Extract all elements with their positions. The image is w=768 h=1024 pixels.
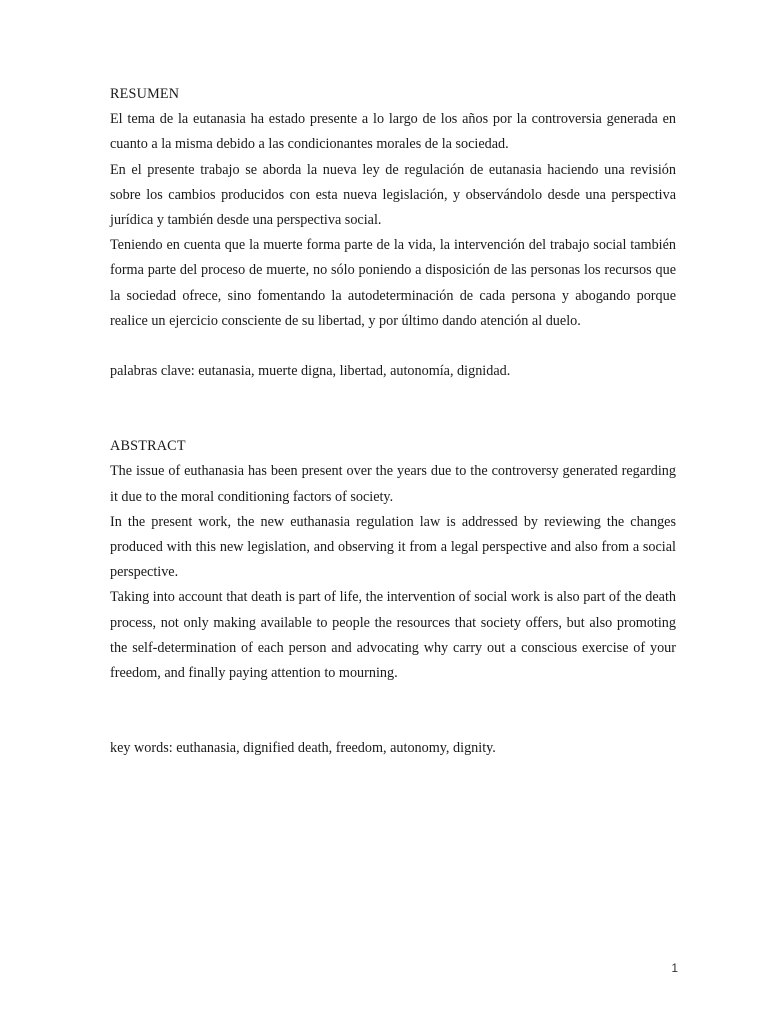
spacer [110, 334, 676, 359]
resumen-section [110, 82, 676, 384]
resumen-heading: RESUMEN [110, 86, 180, 102]
abstract-section [110, 434, 676, 761]
page-content [110, 82, 676, 761]
abstract-heading: ABSTRACT [110, 438, 186, 455]
resumen-keywords: palabras clave: eutanasia, muerte digna, libertad, autonomía, dignidad. [110, 363, 511, 380]
section-spacer [110, 384, 676, 434]
page-number: 1 [671, 961, 678, 975]
resumen-paragraph-2: En el presente trabajo se aborda la nueva ley de regulación de eutanasia haciendo una revisión sobre los cambios producidos con esta nueva legislación, y observándolo desde una perspectiva jurídica y también desde una perspectiva social. [110, 161, 676, 229]
abstract-keywords: key words: euthanasia, dignified death, freedom, autonomy, dignity. [110, 740, 496, 757]
resumen-paragraph-1: El tema de la eutanasia ha estado presente a lo largo de los años por la controversia generada en cuanto a la misma debido a las condicionantes morales de la sociedad. [110, 111, 676, 153]
spacer [110, 686, 676, 736]
abstract-paragraph-3: Taking into account that death is part of life, the intervention of social work is also part of the death process, not only making available to people the resources that society offers, but also promoting the self-determination of each person and advocating why carry out a conscious exercise of your freedom, and finally paying attention to mourning. [110, 589, 676, 682]
abstract-paragraph-2: In the present work, the new euthanasia regulation law is addressed by reviewing the changes produced with this new legislation, and observing it from a legal perspective and also from a social perspective. [110, 513, 676, 581]
resumen-paragraph-3: Teniendo en cuenta que la muerte forma parte de la vida, la intervención del trabajo social también forma parte del proceso de muerte, no sólo poniendo a disposición de las personas los recursos que la sociedad ofrece, sino fomentando la autodeterminación de cada persona y abogando porque realice un ejercicio consciente de su libertad, y por último dando atención al duelo. [110, 237, 676, 329]
abstract-paragraph-1: The issue of euthanasia has been present over the years due to the controversy generated regarding it due to the moral conditioning factors of society. [110, 463, 676, 505]
